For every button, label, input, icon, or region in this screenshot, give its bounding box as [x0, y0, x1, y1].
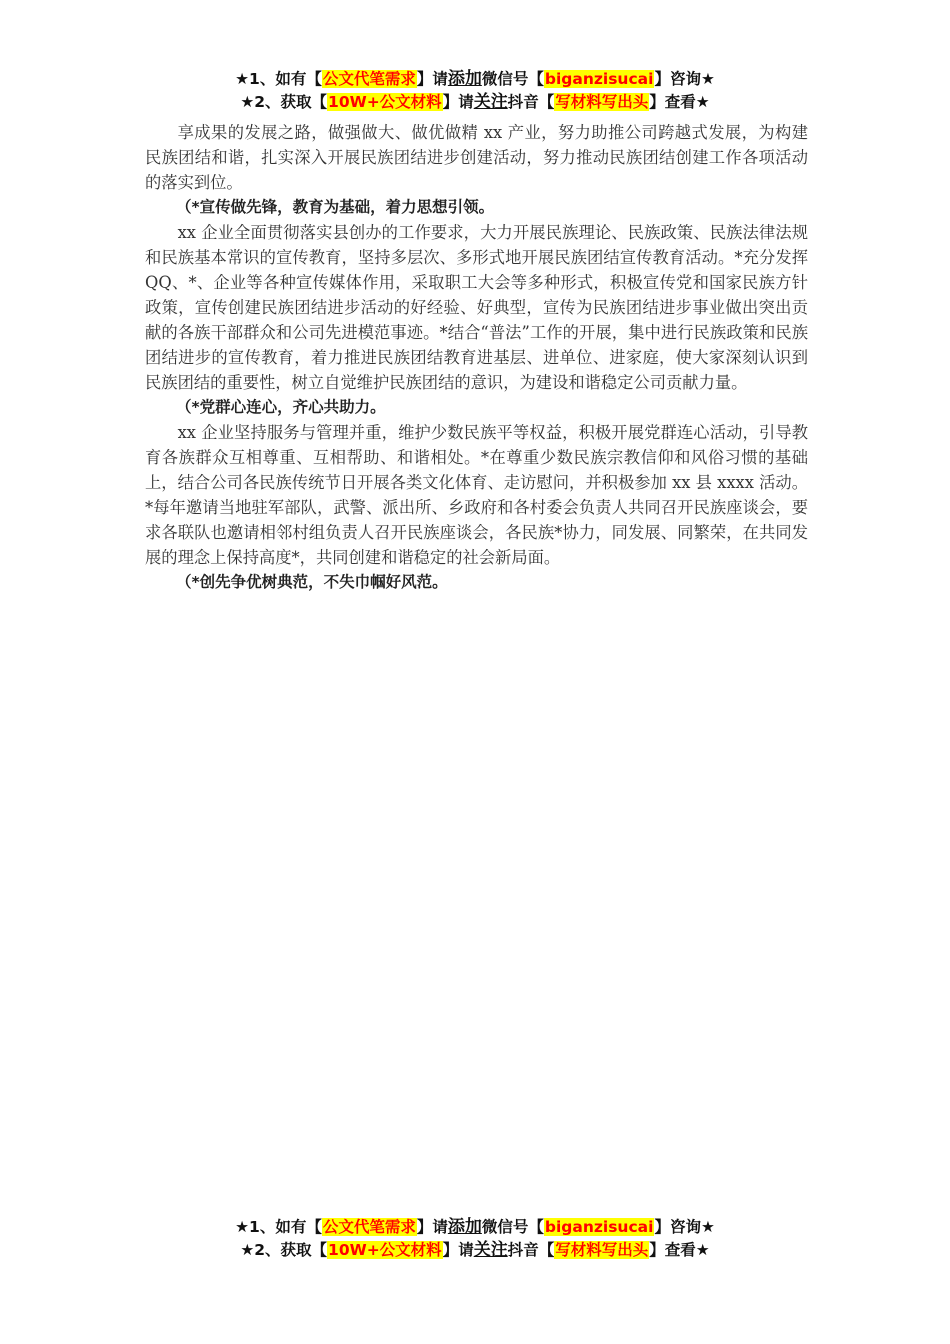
section-heading: （*宣传做先锋，教育为基础，着力思想引领。	[176, 198, 495, 216]
banner-text: 抖音【	[507, 93, 555, 111]
banner-highlight-wechat-id: biganzisucai	[544, 70, 654, 88]
banner-text: 】请	[416, 1218, 448, 1236]
banner-highlight: 10W+公文材料	[328, 1241, 442, 1259]
banner-highlight: 公文代笔需求	[322, 70, 416, 88]
paragraph: xx 企业全面贯彻落实县创办的工作要求，大力开展民族理论、民族政策、民族法律法规和民族基本常识的宣传教育，坚持多层次、多形式地开展民族团结宣传教育活动。*充分发挥 QQ、*、企业等各种宣传媒体作用，采取职工大会等多种形式，积极宣传党和国家民族方针政策，宣传创建民族团结进步活动的好经验、好典型，宣传为民族团结进步事业做出突出贡献的各族干部群众和公司先进模范事迹。*结合“普法”工作的开展，集中进行民族政策和民族团结进步的宣传教育，着力推进民族团结教育进基层、进单位、进家庭，使大家深刻认识到民族团结的重要性，树立自觉维护民族团结的意识，为建设和谐稳定公司贡献力量。	[145, 223, 808, 392]
banner-text: 】咨询★	[654, 70, 715, 88]
banner-text: ★1、如有【	[235, 1218, 322, 1236]
banner-text: 】请	[416, 70, 448, 88]
banner-text: ★2、获取【	[240, 93, 328, 111]
footer-banner	[0, 1216, 950, 1262]
banner-emphasis: 关注	[473, 92, 508, 112]
paragraph: xx 企业坚持服务与管理并重，维护少数民族平等权益，积极开展党群连心活动，引导教育各族群众互相尊重、互相帮助、和谐相处。*在尊重少数民族宗教信仰和风俗习惯的基础上，结合公司各民族传统节日开展各类文化体育、走访慰问，并积极参加 xx 县 xxxx 活动。*每年邀请当地驻军部队，武警、派出所、乡政府和各村委会负责人共同召开民族座谈会，要求各联队也邀请相邻村组负责人召开民族座谈会，各民族*协力，同发展、同繁荣，在共同发展的理念上保持高度*，共同创建和谐稳定的社会新局面。	[145, 423, 808, 567]
banner-highlight-wechat-id: biganzisucai	[544, 1218, 654, 1236]
section-heading: （*党群心连心，齐心共助力。	[176, 398, 386, 416]
banner-text: 抖音【	[507, 1241, 555, 1259]
banner-highlight: 公文代笔需求	[322, 1218, 416, 1236]
banner-text: 】请	[442, 93, 474, 111]
banner-line-1	[0, 68, 950, 91]
banner-line-1	[0, 1216, 950, 1239]
banner-line-2	[0, 1239, 950, 1262]
banner-text: 】请	[442, 1241, 474, 1259]
section-heading: （*创先争优树典范，不失巾帼好风范。	[176, 573, 448, 591]
banner-line-2	[0, 91, 950, 114]
banner-emphasis: 关注	[473, 1240, 508, 1260]
document-body	[145, 120, 808, 595]
banner-text: 微信号【	[481, 1218, 544, 1236]
banner-highlight-douyin-id: 写材料写出头	[555, 1241, 649, 1259]
banner-text: 】咨询★	[654, 1218, 715, 1236]
paragraph: 享成果的发展之路，做强做大、做优做精 xx 产业，努力助推公司跨越式发展，为构建民族团结和谐，扎实深入开展民族团结进步创建活动，努力推动民族团结创建工作各项活动的落实到位。	[145, 123, 808, 192]
banner-text: ★2、获取【	[240, 1241, 328, 1259]
header-banner	[0, 68, 950, 114]
banner-emphasis: 添加	[447, 69, 482, 89]
banner-highlight-douyin-id: 写材料写出头	[555, 93, 649, 111]
banner-text: 】查看★	[649, 93, 710, 111]
banner-text: ★1、如有【	[235, 70, 322, 88]
banner-emphasis: 添加	[447, 1217, 482, 1237]
banner-text: 】查看★	[649, 1241, 710, 1259]
banner-highlight: 10W+公文材料	[328, 93, 442, 111]
banner-text: 微信号【	[481, 70, 544, 88]
